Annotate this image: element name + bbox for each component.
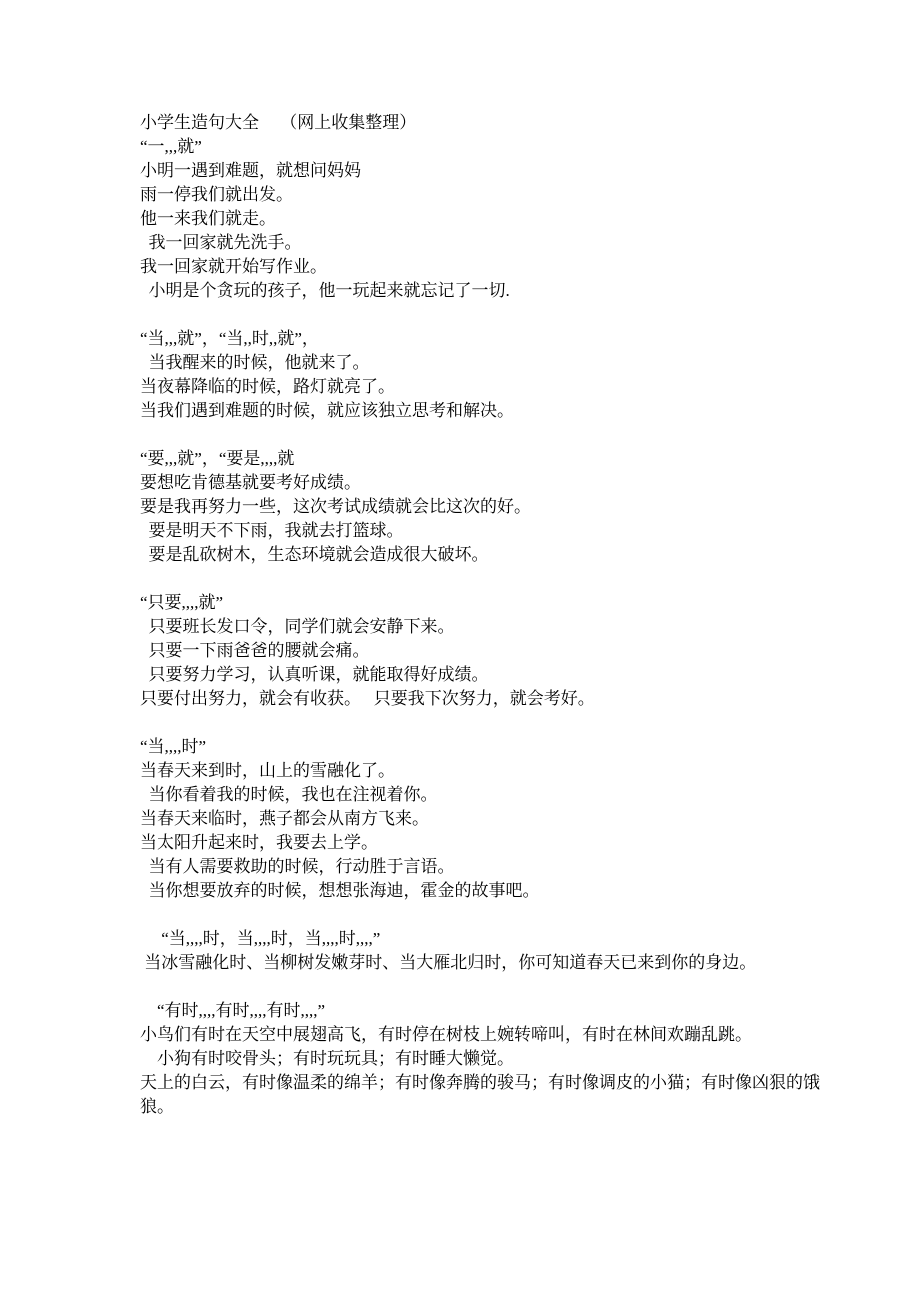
section-heading: “当,,,,时，当,,,,时，当,,,,时,,,,” (140, 929, 381, 948)
blank-line (140, 423, 830, 447)
section-heading: “只要,,,,就” (140, 593, 224, 612)
sentence-line: 要是明天不下雨，我就去打篮球。 (140, 521, 404, 540)
section-heading: “有时,,,,有时,,,,有时,,,,” (140, 1001, 326, 1020)
sentence-line: 当冰雪融化时、当柳树发嫩芽时、当大雁北归时，你可知道春天已来到你的身边。 (140, 953, 757, 972)
blank-line (140, 303, 830, 327)
sentence-line: 当太阳升起来时，我要去上学。 (140, 833, 378, 852)
sentence-line: 当春天来临时，燕子都会从南方飞来。 (140, 809, 429, 828)
sentence-line: 小狗有时咬骨头；有时玩玩具；有时睡大懒觉。 (140, 1049, 514, 1068)
section-heading: “要,,,就”，“要是,,,,就 (140, 449, 295, 468)
section-heading: “当,,,,时” (140, 737, 207, 756)
sentence-line: 我一回家就开始写作业。 (140, 257, 327, 276)
sentence-line: 当你看着我的时候，我也在注视着你。 (140, 785, 438, 804)
blank-line (140, 903, 830, 927)
sentence-line: 小明是个贪玩的孩子，他一玩起来就忘记了一切. (140, 281, 510, 300)
sentence-line: 小明一遇到难题，就想问妈妈 (140, 161, 361, 180)
sentence-line: 狼。 (140, 1097, 174, 1116)
section-heading: “当,,,就”，“当,,时,,就”， (140, 329, 319, 348)
sentence-line: 当有人需要救助的时候，行动胜于言语。 (140, 857, 455, 876)
blank-line (140, 975, 830, 999)
document-title-line: 小学生造句大全 （网上收集整理） (140, 113, 417, 132)
sentence-line: 要是乱砍树木，生态环境就会造成很大破坏。 (140, 545, 489, 564)
section-heading: “一,,,就” (140, 137, 202, 156)
blank-line (140, 567, 830, 591)
blank-line (140, 711, 830, 735)
sentence-line: 小鸟们有时在天空中展翅高飞，有时停在树枝上婉转啼叫，有时在林间欢蹦乱跳。 (140, 1025, 752, 1044)
sentence-line: 当我们遇到难题的时候，就应该独立思考和解决。 (140, 401, 514, 420)
sentence-line: 他一来我们就走。 (140, 209, 276, 228)
sentence-line: 当夜幕降临的时候，路灯就亮了。 (140, 377, 395, 396)
sentence-line: 只要努力学习，认真听课，就能取得好成绩。 (140, 665, 489, 684)
sentence-line: 只要付出努力，就会有收获。 只要我下次努力，就会考好。 (140, 689, 595, 708)
sentence-line: 要想吃肯德基就要考好成绩。 (140, 473, 361, 492)
sentence-line: 只要一下雨爸爸的腰就会痛。 (140, 641, 370, 660)
sentence-line: 当我醒来的时候，他就来了。 (140, 353, 370, 372)
sentence-line: 雨一停我们就出发。 (140, 185, 293, 204)
sentence-line: 当你想要放弃的时候，想想张海迪，霍金的故事吧。 (140, 881, 540, 900)
sentence-line: 天上的白云，有时像温柔的绵羊；有时像奔腾的骏马；有时像调皮的小猫；有时像凶狠的饿 (140, 1073, 820, 1092)
sentence-line: 我一回家就先洗手。 (140, 233, 302, 252)
sentence-line: 要是我再努力一些，这次考试成绩就会比这次的好。 (140, 497, 531, 516)
sentence-line: 当春天来到时，山上的雪融化了。 (140, 761, 395, 780)
sentence-line: 只要班长发口令，同学们就会安静下来。 (140, 617, 455, 636)
document-page (140, 111, 830, 1119)
